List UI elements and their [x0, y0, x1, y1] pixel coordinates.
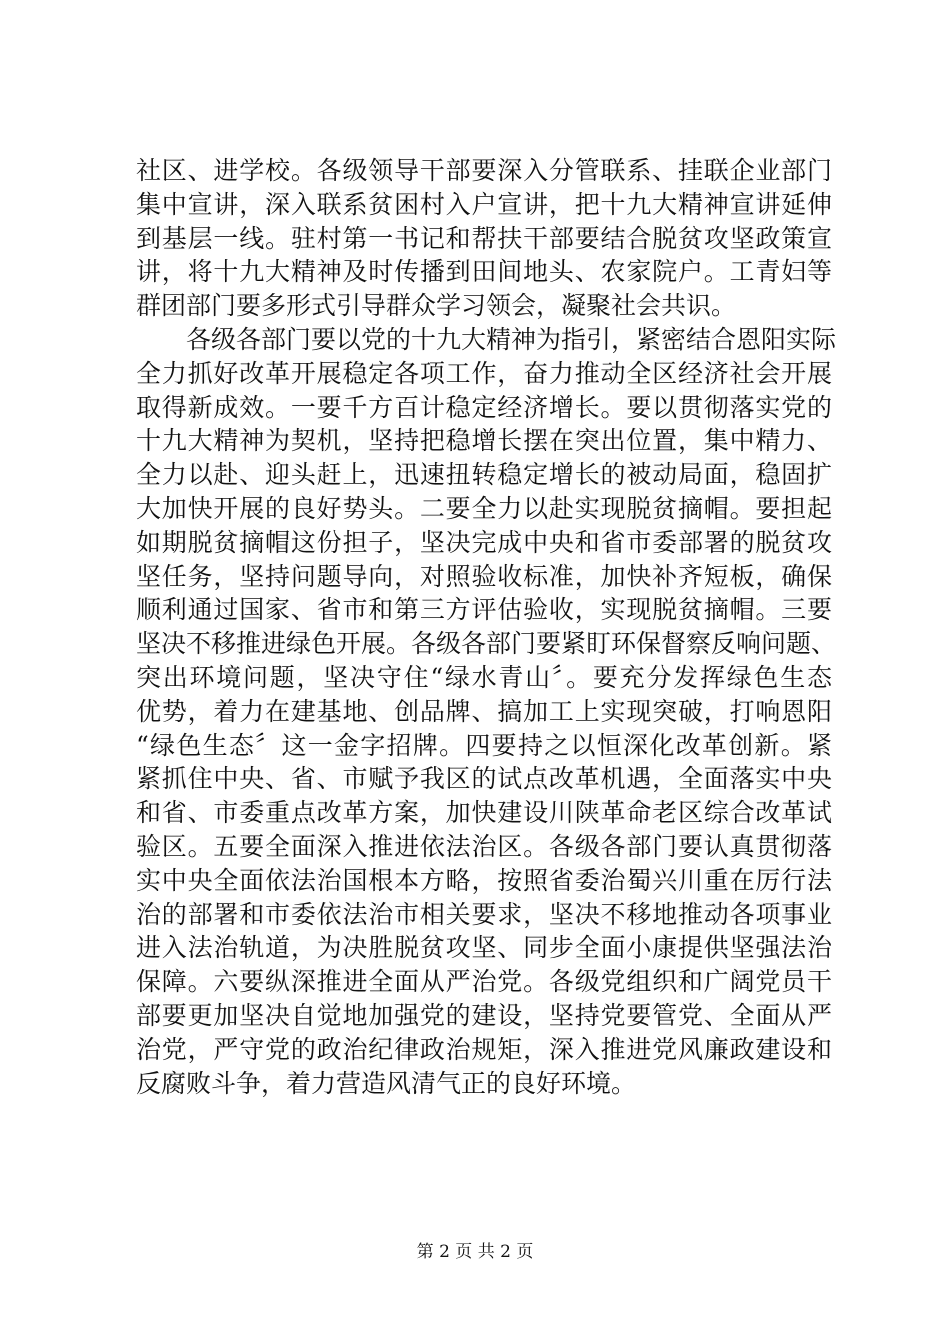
text-line: 讲，将十九大精神及时传播到田间地头、农家院户。工青妇等	[136, 257, 832, 287]
text-line: 反腐败斗争，着力营造风清气正的良好环境。	[136, 1068, 637, 1098]
text-line: 突出环境问题，坚决守住“绿水青山〞。要充分发挥绿色生态	[136, 662, 832, 692]
text-line: 社区、进学校。各级领导干部要深入分管联系、挂联企业部门	[136, 156, 832, 185]
text-line: 十九大精神为契机，坚持把稳增长摆在突出位置，集中精力、	[136, 426, 832, 456]
text-line: 坚任务，坚持问题导向，对照验收标准，加快补齐短板，确保	[136, 561, 832, 591]
page-footer: 第 2 页 共 2 页	[416, 1242, 534, 1262]
text-line: 如期脱贫摘帽这份担子，坚决完成中央和省市委部署的脱贫攻	[136, 527, 832, 557]
text-line: 大加快开展的良好势头。二要全力以赴实现脱贫摘帽。要担起	[136, 493, 832, 523]
text-line: 紧抓住中央、省、市赋予我区的试点改革机遇，全面落实中央	[136, 764, 832, 794]
text-line: 治的部署和市委依法治市相关要求，坚决不移地推动各项事业	[136, 899, 832, 929]
text-line: 进入法治轨道，为决胜脱贫攻坚、同步全面小康提供坚强法治	[136, 933, 832, 963]
text-line: 集中宣讲，深入联系贫困村入户宣讲，把十九大精神宣讲延伸	[136, 189, 832, 219]
text-line: 坚决不移推进绿色开展。各级各部门要紧盯环保督察反响问题、	[136, 629, 837, 659]
text-line: 验区。五要全面深入推进依法治区。各级各部门要认真贯彻落	[136, 831, 832, 861]
text-line: 全力抓好改革开展稳定各项工作，奋力推动全区经济社会开展	[136, 358, 832, 388]
text-line: 取得新成效。一要千方百计稳定经济增长。要以贯彻落实党的	[136, 392, 832, 422]
text-line: “绿色生态〞这一金字招牌。四要持之以恒深化改革创新。紧	[136, 730, 832, 760]
text-line: 部要更加坚决自觉地加强党的建设，坚持党要管党、全面从严	[136, 1000, 832, 1030]
body-text	[136, 154, 837, 1100]
text-line: 优势，着力在建基地、创品牌、搞加工上实现突破，打响恩阳	[136, 696, 832, 726]
text-line: 保障。六要纵深推进全面从严治党。各级党组织和广阔党员干	[136, 967, 832, 997]
text-line: 治党，严守党的政治纪律政治规矩，深入推进党风廉政建设和	[136, 1034, 832, 1064]
text-line: 全力以赴、迎头赶上，迅速扭转稳定增长的被动局面，稳固扩	[136, 460, 832, 490]
text-line: 各级各部门要以党的十九大精神为指引，紧密结合恩阳实际	[136, 324, 837, 354]
text-line: 和省、市委重点改革方案，加快建设川陕革命老区综合改革试	[136, 798, 832, 828]
text-line: 到基层一线。驻村第一书记和帮扶干部要结合脱贫攻坚政策宣	[136, 223, 832, 253]
text-line: 顺利通过国家、省市和第三方评估验收，实现脱贫摘帽。三要	[136, 595, 832, 625]
text-line: 群团部门要多形式引导群众学习领会，凝聚社会共识。	[136, 291, 737, 321]
text-line: 实中央全面依法治国根本方略，按照省委治蜀兴川重在厉行法	[136, 865, 832, 895]
